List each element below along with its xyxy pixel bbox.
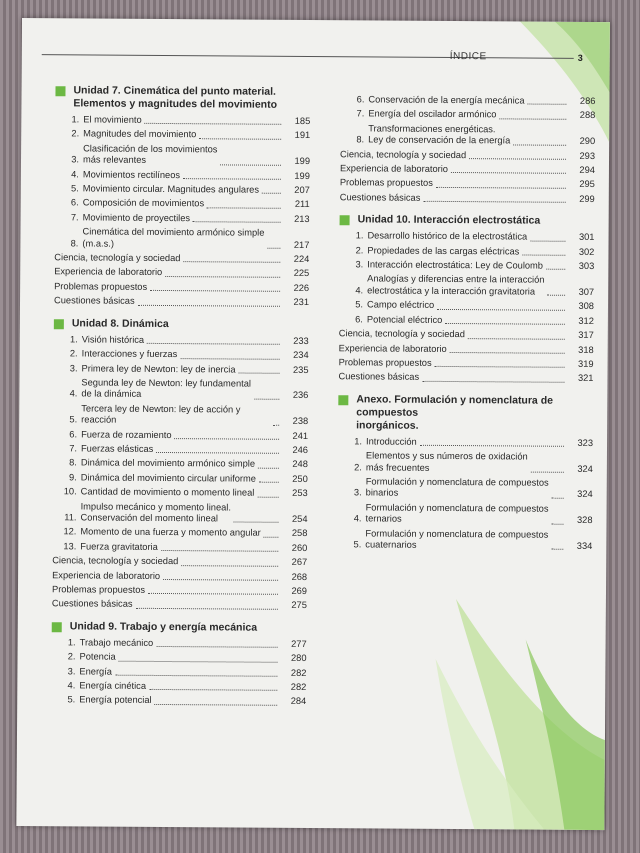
entry-number: 4. (353, 513, 362, 524)
entry-label: Magnitudes del movimiento (83, 128, 197, 140)
unit-title-text: Unidad 9. Trabajo y energía mecánica (69, 620, 258, 634)
entry-page-number: 280 (290, 653, 307, 664)
dot-leader (531, 471, 564, 472)
entry-number: 3. (353, 487, 362, 498)
entry-number: 6. (356, 94, 365, 105)
entry-number: 2. (355, 244, 364, 256)
entry-page-number: 260 (291, 542, 308, 553)
toc-entry[interactable] (54, 252, 309, 265)
toc-entry[interactable] (51, 666, 306, 679)
entry-page-number: 312 (578, 315, 594, 326)
dot-leader (423, 201, 565, 203)
dot-leader (522, 255, 565, 256)
page-number: 3 (577, 52, 583, 63)
dot-leader (220, 164, 281, 165)
toc-entry[interactable] (53, 458, 308, 471)
unit-title (52, 620, 307, 635)
toc-entry[interactable] (339, 245, 594, 258)
unit-title (55, 84, 310, 112)
right-column (337, 92, 595, 562)
entry-page-number: 241 (292, 430, 309, 441)
entry-label: Trabajo mecánico (79, 637, 154, 648)
dot-leader (420, 445, 564, 447)
entry-label: Interacciones y fuerzas (81, 348, 178, 360)
entry-number: 3. (69, 362, 78, 373)
unit-section (340, 94, 596, 205)
entry-page-number: 236 (292, 390, 309, 401)
entry-page-number: 275 (291, 600, 307, 611)
dot-leader (436, 187, 566, 189)
entry-label: Potencia (79, 651, 116, 662)
unit-title-text: Unidad 8. Dinámica (71, 317, 169, 330)
left-column (51, 84, 310, 718)
toc-entry[interactable] (53, 472, 308, 485)
toc-entry[interactable] (53, 443, 308, 456)
entry-number: 2. (67, 651, 76, 662)
toc-entry[interactable] (54, 281, 309, 294)
entry-number: 2. (71, 128, 80, 139)
entry-label: Formulación y nomenclatura de compuestos binarios (365, 476, 549, 498)
entry-number: 10. (63, 486, 77, 497)
unit-title-text: Anexo. Formulación y nomenclatura de compuestos inorgánicos. (356, 393, 554, 432)
dot-leader (163, 579, 278, 581)
toc-entry[interactable] (338, 372, 593, 385)
entry-label: Dinámica del movimiento armónico simple (80, 457, 256, 469)
dot-leader (254, 398, 279, 399)
entry-page-number: 254 (291, 513, 308, 524)
entry-number: 4. (67, 680, 76, 691)
entry-number: 2. (354, 461, 362, 472)
unit-section (52, 317, 309, 612)
dot-leader (148, 593, 278, 595)
dot-leader (175, 438, 280, 440)
dot-leader (435, 366, 565, 368)
entry-page-number: 246 (292, 444, 309, 455)
unit-section (51, 620, 307, 708)
entry-number: 5. (355, 299, 364, 310)
dot-leader (181, 565, 278, 567)
dot-leader (258, 467, 279, 468)
entry-page-number: 328 (576, 515, 593, 526)
entry-page-number: 250 (292, 473, 308, 484)
dot-leader (527, 104, 566, 105)
toc-entry[interactable] (54, 226, 309, 251)
toc-entry[interactable] (53, 377, 308, 402)
toc-entry[interactable] (340, 123, 595, 148)
entry-number: 13. (63, 541, 77, 552)
toc-entry[interactable] (339, 328, 594, 341)
toc-entry[interactable] (51, 695, 306, 708)
dot-leader (136, 608, 278, 610)
dot-leader (547, 295, 565, 296)
entry-label: Experiencia de laboratorio (54, 266, 163, 278)
unit-section (54, 84, 311, 308)
toc-entry[interactable] (337, 502, 592, 527)
entry-page-number: 213 (294, 213, 310, 224)
toc-entry[interactable] (339, 357, 594, 370)
dot-leader (234, 522, 279, 523)
entry-page-number: 225 (293, 268, 310, 279)
dot-leader (180, 358, 279, 360)
entry-number: 8. (69, 457, 77, 468)
dot-leader (138, 305, 280, 307)
toc-entry[interactable] (51, 680, 306, 693)
toc-entry[interactable] (54, 267, 309, 280)
toc-entry[interactable] (339, 343, 594, 356)
entry-page-number: 199 (294, 156, 311, 167)
entry-label: Campo eléctrico (366, 299, 435, 311)
entry-number: 3. (67, 665, 76, 677)
entry-number: 1. (355, 230, 364, 241)
toc-entry[interactable] (340, 109, 595, 122)
dot-leader (552, 497, 564, 498)
dot-leader (165, 276, 280, 278)
toc-entry[interactable] (52, 599, 307, 612)
entry-page-number: 284 (290, 696, 307, 707)
entry-label: Conservación de la energía mecánica (368, 94, 525, 106)
entry-number: 5. (353, 539, 362, 550)
entry-label: Ciencia, tecnología y sociedad (54, 252, 181, 264)
entry-page-number: 238 (292, 416, 309, 427)
toc-entry[interactable] (55, 183, 310, 196)
entry-label: Fuerza de rozamiento (81, 428, 172, 440)
entry-label: Cuestiones básicas (53, 295, 135, 307)
entry-page-number: 318 (578, 344, 594, 355)
entry-page-number: 321 (577, 373, 594, 384)
entry-page-number: 334 (576, 540, 593, 551)
entry-label: Experiencia de laboratorio (52, 569, 161, 581)
entry-page-number: 269 (291, 585, 308, 597)
toc-entry[interactable] (339, 274, 594, 299)
toc-entry[interactable] (340, 178, 595, 191)
dot-leader (450, 352, 565, 354)
entry-label: Cantidad de movimiento o momento lineal (80, 486, 255, 498)
entry-label: Problemas propuestos (339, 177, 433, 189)
entry-page-number: 258 (291, 528, 308, 539)
entry-label: Impulso mecánico y momento lineal. Conservación del momento lineal (80, 500, 232, 524)
entry-label: Transformaciones energéticas. Ley de conservación de la energía (368, 123, 511, 146)
dot-leader (156, 646, 277, 648)
entry-label: Energía del oscilador armónico (368, 108, 497, 120)
toc-entry[interactable] (338, 436, 593, 449)
entry-label: Fuerza gravitatoria (80, 541, 158, 552)
toc-entry[interactable] (52, 584, 307, 597)
toc-entry[interactable] (52, 637, 307, 650)
entry-label: Problemas propuestos (338, 357, 432, 368)
entry-label: Movimiento circular. Magnitudes angulares (82, 183, 260, 195)
dot-leader (267, 248, 280, 249)
unit-title-text: Unidad 7. Cinemática del punto material. Elementos y magnitudes del movimiento (73, 84, 278, 111)
entry-page-number: 299 (579, 193, 595, 204)
entry-page-number: 185 (294, 115, 311, 127)
entry-number: 11. (64, 512, 77, 523)
dot-leader (259, 482, 279, 483)
unit-section (338, 213, 594, 384)
toc-entry[interactable] (53, 429, 308, 442)
dot-leader (257, 496, 278, 497)
entry-page-number: 235 (293, 364, 309, 375)
entry-page-number: 253 (292, 488, 308, 499)
entry-page-number: 303 (578, 260, 595, 272)
dot-leader (530, 240, 565, 241)
toc-entry[interactable] (53, 486, 308, 499)
green-leaf-decoration-bottom (434, 599, 606, 830)
entry-label: Movimientos rectilíneos (82, 169, 181, 180)
dot-leader (161, 550, 278, 552)
entry-number: 2. (69, 348, 78, 359)
entry-label: Composición de movimientos (82, 197, 205, 209)
entry-label: Energía (79, 666, 113, 677)
toc-entry[interactable] (338, 476, 593, 501)
dot-leader (513, 144, 566, 145)
entry-page-number: 301 (578, 232, 595, 243)
dot-leader (239, 372, 280, 373)
entry-label: Ciencia, tecnología y sociedad (340, 148, 467, 160)
entry-number: 8. (356, 134, 365, 145)
dot-leader (273, 424, 279, 425)
entry-label: Visión histórica (81, 334, 145, 345)
entry-label: Analogías y diferencias entre la interacción electrostática y la interacción gravitatoria (367, 273, 545, 297)
dot-leader (499, 118, 566, 119)
entry-number: 3. (355, 259, 364, 270)
toc-entry[interactable] (55, 212, 310, 225)
dot-leader (551, 549, 563, 550)
toc-entry[interactable] (339, 230, 594, 243)
entry-label: Interacción electrostática: Ley de Coulomb (367, 259, 544, 271)
dot-leader (451, 172, 566, 174)
green-square-bullet-icon (338, 395, 348, 405)
entry-label: Energía potencial (79, 694, 152, 706)
entry-page-number: 233 (293, 335, 309, 346)
toc-entry[interactable] (340, 192, 595, 205)
entry-page-number: 268 (291, 571, 308, 582)
entry-label: Formulación y nomenclatura de compuestos ternarios (365, 502, 549, 524)
entry-label: Desarrollo histórico de la electrostática (367, 230, 528, 242)
entry-label: Movimiento de proyectiles (82, 212, 191, 224)
entry-page-number: 286 (579, 95, 596, 107)
green-square-bullet-icon (54, 319, 64, 329)
toc-entry[interactable] (340, 94, 595, 107)
entry-number: 1. (354, 436, 363, 447)
entry-label: Problemas propuestos (54, 281, 148, 292)
dot-leader (155, 704, 278, 706)
entry-label: Energía cinética (79, 680, 147, 691)
toc-entry[interactable] (52, 570, 307, 583)
dot-leader (193, 221, 281, 223)
dot-leader (156, 452, 279, 454)
dot-leader (115, 675, 277, 677)
toc-entry[interactable] (55, 169, 310, 182)
dot-leader (437, 309, 565, 311)
toc-entry[interactable] (340, 163, 595, 176)
green-square-bullet-icon (55, 86, 65, 96)
entry-label: Ciencia, tecnología y sociedad (338, 328, 465, 340)
entry-page-number: 302 (578, 246, 595, 257)
dot-leader (422, 381, 564, 383)
entry-label: Clasificación de los movimientos más relevantes (82, 143, 218, 166)
entry-label: Tercera ley de Newton: ley de acción y reacción (81, 403, 241, 425)
toc-entry[interactable] (53, 403, 308, 428)
entry-page-number: 267 (291, 557, 308, 568)
unit-title-text: Unidad 10. Interacción electrostática (357, 213, 541, 227)
entry-page-number: 234 (293, 349, 309, 361)
toc-entry[interactable] (54, 348, 309, 361)
entry-page-number: 207 (294, 184, 310, 196)
entry-label: Introducción (366, 436, 417, 447)
toc-entry[interactable] (52, 501, 307, 526)
entry-page-number: 308 (578, 301, 595, 312)
toc-entry[interactable] (340, 149, 595, 162)
dot-leader (183, 178, 281, 180)
entry-page-number: 224 (293, 253, 310, 265)
entry-label: Cuestiones básicas (339, 192, 421, 203)
dot-leader (150, 290, 280, 292)
entry-page-number: 211 (294, 199, 310, 210)
entry-number: 5. (67, 694, 76, 705)
entry-label: Experiencia de laboratorio (338, 342, 447, 354)
entry-number: 6. (355, 314, 363, 325)
toc-entry[interactable] (52, 527, 307, 540)
entry-page-number: 226 (293, 282, 310, 293)
unit-title (54, 317, 309, 332)
toc-entry[interactable] (55, 114, 310, 127)
entry-label: Cuestiones básicas (51, 598, 133, 610)
entry-page-number: 199 (294, 170, 310, 181)
entry-page-number: 295 (579, 179, 595, 190)
dot-leader (469, 158, 566, 160)
unit-section (337, 393, 593, 552)
entry-page-number: 277 (291, 638, 307, 649)
entry-label: El movimiento (83, 114, 142, 125)
dot-leader (149, 689, 277, 691)
entry-page-number: 282 (290, 681, 307, 693)
entry-label: Cuestiones básicas (338, 371, 420, 383)
dot-leader (546, 269, 565, 270)
entry-label: Dinámica del movimiento circular uniforme (80, 472, 256, 484)
entry-page-number: 231 (293, 297, 310, 308)
entry-label: Fuerzas elásticas (80, 443, 154, 454)
toc-entry[interactable] (337, 528, 592, 553)
entry-page-number: 248 (292, 459, 308, 470)
book-page (16, 18, 610, 830)
toc-entry[interactable] (55, 129, 310, 142)
entry-page-number: 191 (294, 130, 311, 141)
dot-leader (262, 193, 281, 194)
dot-leader (468, 338, 565, 340)
entry-label: Potencial eléctrico (366, 314, 443, 325)
entry-number: 7. (70, 212, 79, 223)
entry-label: Cinemática del movimiento armónico simple (m.a.s.) (82, 226, 265, 249)
entry-page-number: 307 (578, 286, 595, 297)
entry-label: Propiedades de las cargas eléctricas (367, 245, 520, 257)
dot-leader (183, 262, 280, 264)
entry-page-number: 319 (578, 358, 594, 369)
entry-number: 5. (71, 183, 79, 194)
unit-title (340, 213, 595, 228)
entry-number: 9. (68, 472, 77, 483)
entry-number: 7. (69, 443, 78, 454)
entry-label: Ciencia, tecnología y sociedad (52, 555, 179, 567)
toc-entry[interactable] (54, 296, 309, 309)
entry-number: 6. (70, 197, 79, 208)
entry-label: Elementos y sus números de oxidación más frecuentes (365, 450, 528, 473)
toc-entry[interactable] (339, 259, 594, 272)
unit-title (338, 393, 593, 434)
dot-leader (199, 138, 281, 140)
dot-leader (207, 207, 281, 209)
entry-label: Formulación y nomenclatura de compuestos cuaternarios (365, 527, 549, 550)
entry-page-number: 294 (579, 164, 595, 176)
entry-page-number: 317 (578, 329, 594, 341)
toc-entry[interactable] (339, 300, 594, 313)
dot-leader (147, 343, 280, 345)
entry-page-number: 324 (577, 489, 593, 500)
entry-number: 4. (69, 388, 78, 399)
toc-entry[interactable] (339, 314, 594, 327)
entry-label: Momento de una fuerza y momento angular (80, 526, 261, 539)
entry-number: 1. (71, 114, 80, 125)
toc-entry[interactable] (54, 363, 309, 376)
entry-number: 3. (71, 154, 80, 165)
dot-leader (145, 123, 282, 125)
entry-page-number: 323 (577, 437, 594, 448)
entry-page-number: 293 (579, 150, 596, 161)
entry-page-number: 324 (577, 463, 593, 474)
entry-number: 6. (69, 428, 78, 439)
entry-number: 7. (356, 108, 365, 119)
entry-label: Experiencia de laboratorio (339, 163, 449, 175)
entry-number: 5. (69, 414, 78, 425)
entry-page-number: 217 (293, 239, 310, 250)
dot-leader (551, 523, 563, 524)
toc-entry[interactable] (52, 555, 307, 568)
entry-page-number: 282 (290, 667, 307, 678)
entry-number: 12. (63, 526, 77, 537)
toc-entry[interactable] (54, 334, 309, 347)
toc-entry[interactable] (55, 143, 310, 168)
toc-entry[interactable] (338, 450, 593, 475)
entry-number: 1. (67, 637, 76, 648)
entry-page-number: 290 (579, 136, 596, 147)
entry-label: Problemas propuestos (51, 584, 146, 595)
dot-leader (264, 536, 279, 537)
toc-entry[interactable] (52, 541, 307, 554)
toc-entry[interactable] (55, 198, 310, 211)
page-title: ÍNDICE (449, 50, 487, 63)
green-square-bullet-icon (340, 215, 350, 225)
green-square-bullet-icon (52, 622, 62, 632)
dot-leader (445, 323, 565, 325)
entry-page-number: 288 (579, 110, 596, 121)
toc-entry[interactable] (51, 651, 306, 664)
entry-number: 8. (70, 238, 79, 249)
dot-leader (119, 660, 278, 662)
entry-number: 4. (355, 285, 364, 296)
entry-number: 1. (69, 334, 78, 345)
entry-number: 4. (71, 168, 79, 180)
entry-label: Primera ley de Newton: ley de inercia (81, 362, 236, 374)
entry-label: Segunda ley de Newton: ley fundamental de la dinámica (81, 377, 252, 400)
